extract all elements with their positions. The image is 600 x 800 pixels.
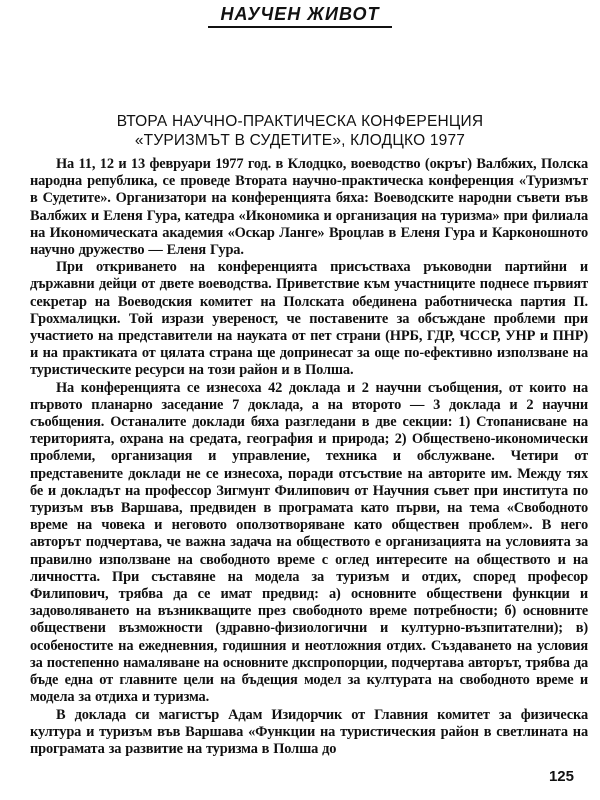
page-number: 125 bbox=[548, 768, 574, 785]
article-title-line-2: «ТУРИЗМЪТ В СУДЕТИТЕ», КЛОДЦКО 1977 bbox=[134, 132, 466, 149]
paragraph-1: На 11, 12 и 13 февруари 1977 год. в Клодцко, воеводство (окръг) Валбжих, Полска народна република, се проведе Втората научно-практическа конференция «Туризмът в Судетите». Организатори на конференцията бяха: Воеводските народни съвети във Валбжих и Еленя Гура, катедра «Икономика и организация на туризма» при филиала на Икономическата академия «Оскар Ланге» Вроцлав в Еленя Гура и Карконошното научно дружество — Еленя Гура. bbox=[30, 156, 588, 259]
paragraph-4: В доклада си магистър Адам Изидорчик от Главния комитет за физическа култура и туризъм във Варшава «Функции на туристическия район в светлината на програмата за развитие на туризма в Полша до bbox=[30, 706, 588, 757]
article-title-line-1: ВТОРА НАУЧНО-ПРАКТИЧЕСКА КОНФЕРЕНЦИЯ bbox=[116, 113, 484, 130]
article-body bbox=[30, 156, 588, 758]
paragraph-2: При откриването на конференцията присъстваха ръководни партийни и държавни дейци от двете воеводства. Приветствие към участниците поднесе първият секретар на Воеводския комитет на Полската обединена работническа партия П. Грохмалицки. Той изрази увереност, че поставените за обсъждане проблеми при участието на представители на науката от пет страни (НРБ, ГДР, ЧССР, УНР и ПНР) и на практиката от цялата страна ще допринесат за още по-ефективно използване на туристическите ресурси на този район и в Полша. bbox=[30, 259, 588, 379]
paragraph-3: На конференцията се изнесоха 42 доклада и 2 научни съобщения, от които на първото планарно заседание 7 доклада, а на второто — 3 доклада и 2 научни съобщения. Останалите доклади бяха разгледани в две секции: 1) Стопанисване на територията, охрана на средата, география и природа; 2) Обществено-икономически проблеми, организация и управление, техника и обслужване. Четири от представените доклади не се изнесоха, поради отсъствие на авторите им. Между тях бе и докладът на профессор Зигмунт Филипович от Научния съвет при института по туризъм във Варшава, предвиден в програмата като първи, на тема «Свободното време на човека и неговото оползотворяване като обществен проблем». В него авторът подчертава, че важна задача на обществото е организацията на условията за правилно използване на свободното време с оглед интересите на обществото и на личността. При съставяне на модела за туризъм и отдих, според професор Филипович, трябва да се имат предвид: а) основните обществени функции и задоволяването на възникващите през свободното време потребности; б) основните обществени възможности (здравно-физиологични и културно-възпитателни); в) особеностите на ежедневния, годишния и неотложния отдих. Създаването на условия за постепенно намаляване на основните дкспропорции, подчертава авторът, трябва да бъде една от главните цели на бъдещия модел за културата на свободното време и модела за отдиха и туризма. bbox=[30, 379, 588, 706]
section-header: НАУЧЕН ЖИВОТ bbox=[208, 2, 392, 28]
article-title bbox=[60, 112, 540, 150]
